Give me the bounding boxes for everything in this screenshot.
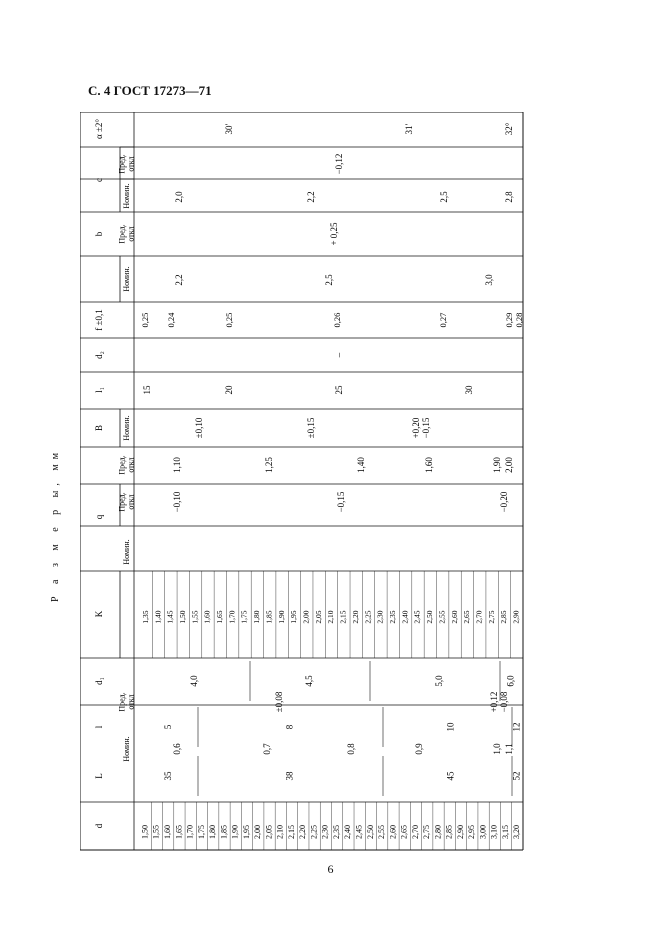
q-nom-value: 1,75	[239, 610, 249, 624]
K-dev-value: ±0,08	[274, 691, 285, 713]
sub-label-nom-b: Номин.	[121, 266, 131, 292]
d-value: 1,75	[196, 825, 206, 839]
q-nom-value: 2,65	[462, 610, 472, 624]
q-dev-value: −0,20	[499, 491, 510, 513]
B-nom-value: 1,10	[172, 457, 183, 473]
L-value: 35	[163, 771, 174, 781]
q-nom-value: 2,30	[375, 610, 385, 624]
q-nom-value: 2,10	[326, 610, 336, 624]
b-nom-value: 2,2	[174, 274, 185, 286]
sub-label-dev-b: откл	[126, 226, 136, 242]
q-nom-value: 2,60	[449, 610, 459, 624]
l-value: 8	[284, 724, 295, 730]
K-nom-value: 0,8	[346, 743, 357, 755]
d-value: 1,60	[162, 825, 173, 839]
d-value: 3,10	[489, 825, 499, 839]
d1-value: 4,0	[189, 675, 200, 687]
l-value: 5	[163, 724, 174, 730]
q-nom-value: 2,90	[511, 610, 521, 624]
header-symbol-B: B	[94, 424, 105, 432]
f-value: 0,27	[437, 312, 448, 328]
sub-label-dev-b: Пред.	[117, 224, 127, 244]
q-nom-value: 1,55	[190, 610, 200, 624]
K-nom-value: 1,0	[492, 743, 503, 755]
d-value: 2,60	[388, 825, 398, 839]
c-dev-value: −0,12	[334, 153, 345, 175]
d-value: 1,95	[241, 825, 251, 839]
sub-label-dev-K: откл	[126, 694, 136, 710]
header-symbol-alpha: α ±2°	[94, 118, 105, 140]
d-value: 1,85	[219, 825, 229, 839]
l1-value: 30	[464, 385, 475, 395]
l1-value: 20	[224, 385, 235, 395]
B-dev-value: +0,20	[411, 417, 422, 439]
q-nom-value: 1,90	[276, 610, 286, 624]
document-header: С. 4 ГОСТ 17273—71	[88, 83, 212, 98]
q-dev-value: −0,15	[336, 491, 347, 513]
K-dev-value: −0,08	[499, 691, 510, 713]
d-value: 2,35	[331, 825, 341, 839]
l-value: 10	[445, 722, 456, 732]
d1-value: 6,0	[505, 675, 516, 687]
b-nom-value: 2,5	[324, 274, 335, 286]
d-value: 2,90	[455, 825, 465, 839]
d-value: 2,85	[444, 825, 454, 839]
d-value: 2,15	[286, 825, 296, 839]
B-dev-value: −0,15	[421, 417, 432, 439]
c-nom-value: 2,5	[439, 191, 450, 203]
q-nom-value: 2,05	[313, 610, 323, 624]
B-nom-value: 1,25	[264, 457, 275, 473]
d-value: 2,95	[467, 825, 477, 839]
dimensions-caption: Р а з м е р ы, мм	[50, 447, 61, 603]
q-nom-value: 2,40	[400, 610, 410, 624]
q-nom-value: 1,50	[177, 610, 187, 624]
alpha-value: 31′	[404, 123, 415, 135]
c-nom-value: 2,2	[306, 191, 317, 203]
q-nom-value: 1,70	[227, 610, 237, 624]
d-value: 2,20	[298, 825, 308, 839]
d-value: 1,70	[185, 825, 195, 839]
f-value: 0,26	[331, 312, 342, 328]
d-value: 2,45	[354, 825, 364, 839]
d-value: 2,10	[275, 825, 285, 839]
header-symbol-f: f ±0,1	[94, 309, 105, 331]
d-value: 2,75	[422, 825, 432, 839]
q-nom-value: 2,45	[412, 610, 422, 624]
q-nom-value: 2,55	[437, 610, 447, 624]
K-nom-value: 0,6	[172, 743, 183, 755]
q-nom-value: 2,70	[474, 610, 484, 624]
q-nom-value: 1,65	[215, 610, 225, 624]
header-symbol-q: q	[94, 514, 105, 520]
c-nom-value: 2,8	[504, 191, 515, 203]
alpha-value: 30′	[224, 123, 235, 135]
header-symbol-b: b	[94, 231, 105, 237]
d-value: 3,20	[512, 825, 522, 839]
d2-value: –	[334, 352, 345, 358]
q-nom-value: 1,35	[140, 610, 150, 624]
K-nom-value: 0,7	[262, 743, 273, 755]
L-value: 45	[445, 771, 456, 781]
d-value: 1,50	[140, 825, 150, 839]
K-dev-value: +0,12	[489, 691, 500, 713]
q-nom-value: 1,95	[289, 610, 299, 624]
B-nom-value: 2,00	[504, 457, 515, 473]
sub-label-dev-c: откл	[126, 156, 136, 172]
sub-label-nom-q: Номин.	[121, 539, 131, 565]
f-value: 0,24	[165, 312, 176, 328]
page-number: 6	[327, 862, 334, 876]
d-value: 1,65	[174, 825, 184, 839]
d1-value: 5,0	[434, 675, 445, 687]
d-value: 2,25	[309, 825, 319, 839]
b-dev-value: + 0,25	[329, 222, 340, 246]
q-nom-value: 2,35	[387, 610, 397, 624]
alpha-value: 32°	[504, 122, 515, 136]
q-nom-value: 2,00	[301, 610, 311, 624]
f-value: 0,25	[139, 312, 150, 328]
d-value: 1,90	[230, 825, 240, 839]
sub-label-dev-q: Пред.	[117, 492, 127, 512]
c-nom-value: 2,0	[174, 191, 185, 203]
q-nom-value: 2,85	[499, 610, 509, 624]
q-nom-value: 2,25	[363, 610, 373, 624]
q-nom-value: 1,85	[264, 610, 274, 624]
header-symbol-d: d	[94, 823, 105, 829]
d-value: 3,15	[500, 825, 510, 839]
q-nom-value: 2,15	[338, 610, 348, 624]
f-value: 0,29	[503, 312, 514, 328]
K-nom-value: 0,9	[414, 743, 425, 755]
d-value: 2,55	[377, 825, 387, 839]
l-value: 12	[511, 722, 522, 732]
B-dev-value: ±0,10	[194, 417, 205, 439]
sub-label-dev-c: Пред.	[117, 154, 127, 174]
q-nom-value: 1,80	[252, 610, 262, 624]
header-symbol-d2: d₂	[94, 351, 105, 359]
d-value: 2,30	[320, 825, 330, 839]
q-nom-value: 1,60	[202, 610, 212, 624]
d-value: 2,80	[433, 825, 443, 839]
q-nom-value: 1,40	[153, 610, 163, 624]
d1-value: 4,5	[304, 675, 315, 687]
f-value: 0,25	[223, 312, 234, 328]
B-nom-value: 1,40	[356, 457, 367, 473]
B-nom-value: 1,60	[424, 457, 435, 473]
q-nom-value: 2,75	[486, 610, 496, 624]
d-value: 3,00	[478, 825, 488, 839]
d-value: 1,80	[208, 825, 218, 839]
header-symbol-l1: l₁	[94, 387, 105, 393]
sub-label-nom-c: Номин.	[121, 183, 131, 209]
sub-label-dev-B: откл	[126, 457, 136, 473]
d-value: 1,55	[151, 825, 161, 839]
L-value: 52	[511, 771, 522, 781]
sub-label-nom-B: Номин.	[121, 415, 131, 441]
sub-label-dev-B: Пред.	[117, 455, 127, 475]
header-symbol-d1: d₁	[94, 677, 105, 685]
header-symbol-c: c	[94, 178, 105, 182]
f-value: 0,28	[513, 312, 524, 328]
K-nom-value: 1,1	[504, 743, 515, 755]
sub-label-dev-K: Пред.	[117, 692, 127, 712]
d-value: 2,65	[399, 825, 409, 839]
d-value: 2,00	[253, 825, 263, 839]
B-dev-value: ±0,15	[306, 417, 317, 439]
header-symbol-K: K	[94, 610, 105, 618]
header-symbol-L: L	[94, 773, 105, 779]
q-nom-value: 2,20	[350, 610, 360, 624]
L-value: 38	[284, 771, 295, 781]
q-nom-value: 2,50	[425, 610, 435, 624]
l1-value: 15	[142, 385, 153, 395]
d-value: 2,50	[365, 825, 375, 839]
header-symbol-l: l	[94, 725, 105, 729]
sub-label-dev-q: откл	[126, 494, 136, 510]
q-nom-value: 1,45	[165, 610, 175, 624]
q-dev-value: −0,10	[172, 491, 183, 513]
sub-label-nom-K: Номин.	[121, 736, 131, 762]
dimensions-table	[80, 112, 600, 852]
l1-value: 25	[334, 385, 345, 395]
d-value: 2,40	[343, 825, 353, 839]
d-value: 2,70	[410, 825, 420, 839]
B-nom-value: 1,90	[492, 457, 503, 473]
d-value: 2,05	[264, 825, 274, 839]
b-nom-value: 3,0	[484, 274, 495, 286]
